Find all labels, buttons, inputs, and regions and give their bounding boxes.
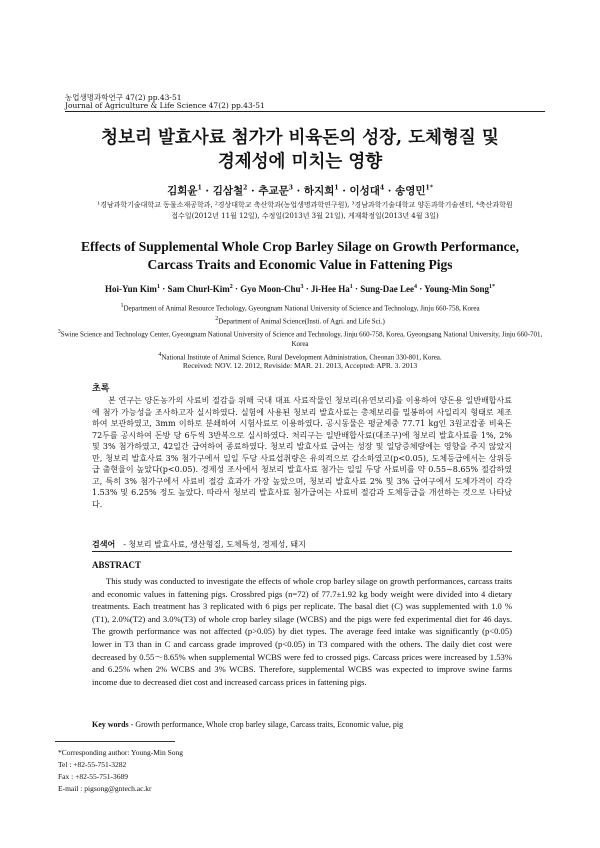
authors-korean: 김회윤$^1$ · 김삼철$^2$ · 추교문$^3$ · 하지희$^1$ · 이성대$^4$ · 송영민$^{1*}$ (167, 184, 433, 197)
keywords-korean-list: - 청보리 발효사료, 생산형질, 도체특성, 경제성, 돼지 (123, 540, 306, 549)
affiliations-english (50, 301, 550, 363)
journal-header-en: Journal of Agriculture & Life Science 47(2) pp.43-51 (65, 101, 265, 110)
abstract-korean-heading: 초록 (92, 384, 110, 394)
keywords-korean-label: 검색어 (92, 539, 116, 549)
received-dates: Received: NOV. 12. 2012, Reviside: MAR. 21. 2013, Accepted: APR. 3. 2013 (182, 361, 418, 370)
keywords-english-list: - Growth performance, Whole crop barley silage, Carcass traits, Economic value, pig (130, 720, 404, 729)
keywords-english (92, 720, 403, 729)
journal-header-kr: 농업생명과학연구 47(2) pp.43-51 (65, 93, 182, 102)
author-kr: 김회윤$^1$ (167, 184, 202, 197)
title-english-line2: Carcass Traits and Economic Value in Fattening Pigs (147, 257, 453, 272)
title-english (40, 238, 560, 274)
footnote-corresponding: *Corresponding author: Young-Min Song (58, 748, 184, 757)
affiliation-en: 2Department of Animal Science(Insti. of Agri. and Life Sci.) (215, 315, 385, 326)
title-korean-line2: 경제성에 미치는 영향 (217, 152, 383, 172)
footnote-tel: Tel : +82-55-751-3282 (58, 760, 127, 769)
footnote-fax: Fax : +82-55-751-3689 (58, 772, 129, 781)
header-rule (65, 111, 545, 112)
affiliation-en: 1Department of Animal Resource Techology, Gyeongnam National University of Science and Technology, Jinju 660-758, Korea (120, 303, 480, 313)
title-korean-line1: 청보리 발효사료 첨가가 비육돈의 성장, 도체형질 및 (101, 128, 499, 148)
abstract-english-body: This study was conducted to investigate the effects of whole crop barley silage on growth performances, carcass traits and economic values in fattening pigs. Crossbred pigs (n=72) of 77.7±1.92 kg body weight were divided into 4 dietary treatments. Each treatment has 3 replicated with 6 pigs per replicate. The basal diet (C) was supplemented with 1.0 %(T1), 2.0%(T2) and 3.0%(T3) of whole crop barley silage (WCBS) and the pigs were fed experimental diet for 46 days. The growth performance was not affected (p>0.05) by diet types. The average feed intake was significantly (p<0.05) lower in T3 than in C and carcass grade improved (p<0.05) in T3 compared with the others. The daily diet cost were decreased by 0.55～8.65% when supplemental WCBS were fed to crossed pigs. Carcass prices were increased by 1.53% and 6.25% when 2% WCBS and 3% WCBS. Therefore, supplemental WCBS was expected to improve swine farms income due to decreased diet cost and increased carcass prices in fattening pigs. (92, 576, 512, 687)
affiliation-en: 4National Institute of Animal Science, Rural Development Administration, Cheonan 330-801, Korea. (158, 351, 442, 362)
author-kr: 김삼철$^2$ (212, 184, 248, 197)
title-english-line1: Effects of Supplemental Whole Crop Barley Silage on Growth Performance, (81, 239, 519, 254)
footnote-email: E-mail : pigsong@gntech.ac.kr (58, 784, 152, 793)
dates-kr-line: 접수일(2012년 11월 12일), 수정일(2013년 3월 21일), 게재확정일(2013년 4월 3일) (171, 212, 439, 220)
title-korean (40, 126, 560, 174)
affiliations-korean (55, 200, 555, 222)
abstract-korean-body: 본 연구는 양돈농가의 사료비 절감을 위해 국내 대표 사료작물인 청보리(유연보리)를 이용하여 양돈용 일반배합사료에 첨가 가능성을 조사하고자 실시하였다. 실험에 사용된 청보리 발효사료는 총체보리를 밀봉하여 사일리지 형태로 제조하여 보관하였고, 3mm 이하로 분쇄하여 시험사료로 이용하였다. 공시동물은 평균체중 77.71 kg인 3원교잡종 비육돈 72두를 공시하여 돈방 당 6두씩 3반복으로 실시하였다. 처리구는 일반배합사료(대조구)에 청보리 발효사료를 1%, 2% 및 3% 첨가하였고, 42일간 급여하여 종료하였다. 청보리 발효사료 급여는 성장 및 일당증체량에는 영향을 주지 않았지만, 청보리 발효사료 3% 첨가구에서 일일 두당 사료섭취량은 유의적으로 감소하였고(p<0.05), 도체등급에서는 상위등급 출현율이 높았다(p<0.05). 경제성 조사에서 청보리 발효사료 첨가는 일일 두당 사료비를 약 0.55~8.65% 절감하였고, 특히 3% 첨가구에서 사료비 절감 효과가 가장 높았으며, 청보리 발효사료 2% 및 3% 급여구에서 도체가격이 각각 1.53% 및 6.25% 정도 높았다. 따라서 청보리 발효사료 첨가급여는 사료비 절감과 도체등급을 개선하는 것으로 나타났다. (92, 396, 512, 509)
author-kr: 송영민$^{1*}$ (395, 184, 433, 197)
author-en: Gyo Moon-Chu$^3$ (240, 284, 304, 294)
section-rule (92, 551, 512, 552)
author-en: Sam Churl-Kim$^2$ (167, 284, 233, 294)
author-en: Sung-Dae Lee$^4$ (360, 284, 418, 294)
author-en: Hoi-Yun Kim$^1$ (105, 284, 160, 294)
affiliation-en: 3Swine Science and Technology Center, Gyeongnam National University of Science and Technology, Jinju 660-758, Korea, Gyeongsang National University, Jinju 660-701, Korea (57, 328, 543, 349)
author-kr: 하지희$^1$ (303, 184, 339, 197)
keywords-korean (92, 539, 306, 550)
author-en: Young-Min Song$^{1*}$ (424, 284, 495, 294)
author-kr: 이성대$^4$ (349, 184, 385, 197)
affiliation-kr-line: ¹경남과학기술대학교 동물소재공학과, ²경상대학교 축산학과(농업생명과학연구원), ³경남과학기술대학교 양돈과학기술센터, ⁴축산과학원 (97, 201, 513, 209)
authors-english: Hoi-Yun Kim$^1$ · Sam Churl-Kim$^2$ · Gyo Moon-Chu$^3$ · Ji-Hee $Ha^1$ · Sung-Dae Lee$^4$ · Young-Min Song$^{1*}$ (105, 284, 495, 294)
keywords-english-label: Key words (92, 720, 129, 729)
author-kr: 추교문$^3$ (258, 184, 293, 197)
abstract-english-heading: ABSTRACT (92, 560, 142, 570)
footnote-rule (55, 741, 175, 742)
author-en: Ji-Hee Ha$^1$ (311, 284, 353, 294)
